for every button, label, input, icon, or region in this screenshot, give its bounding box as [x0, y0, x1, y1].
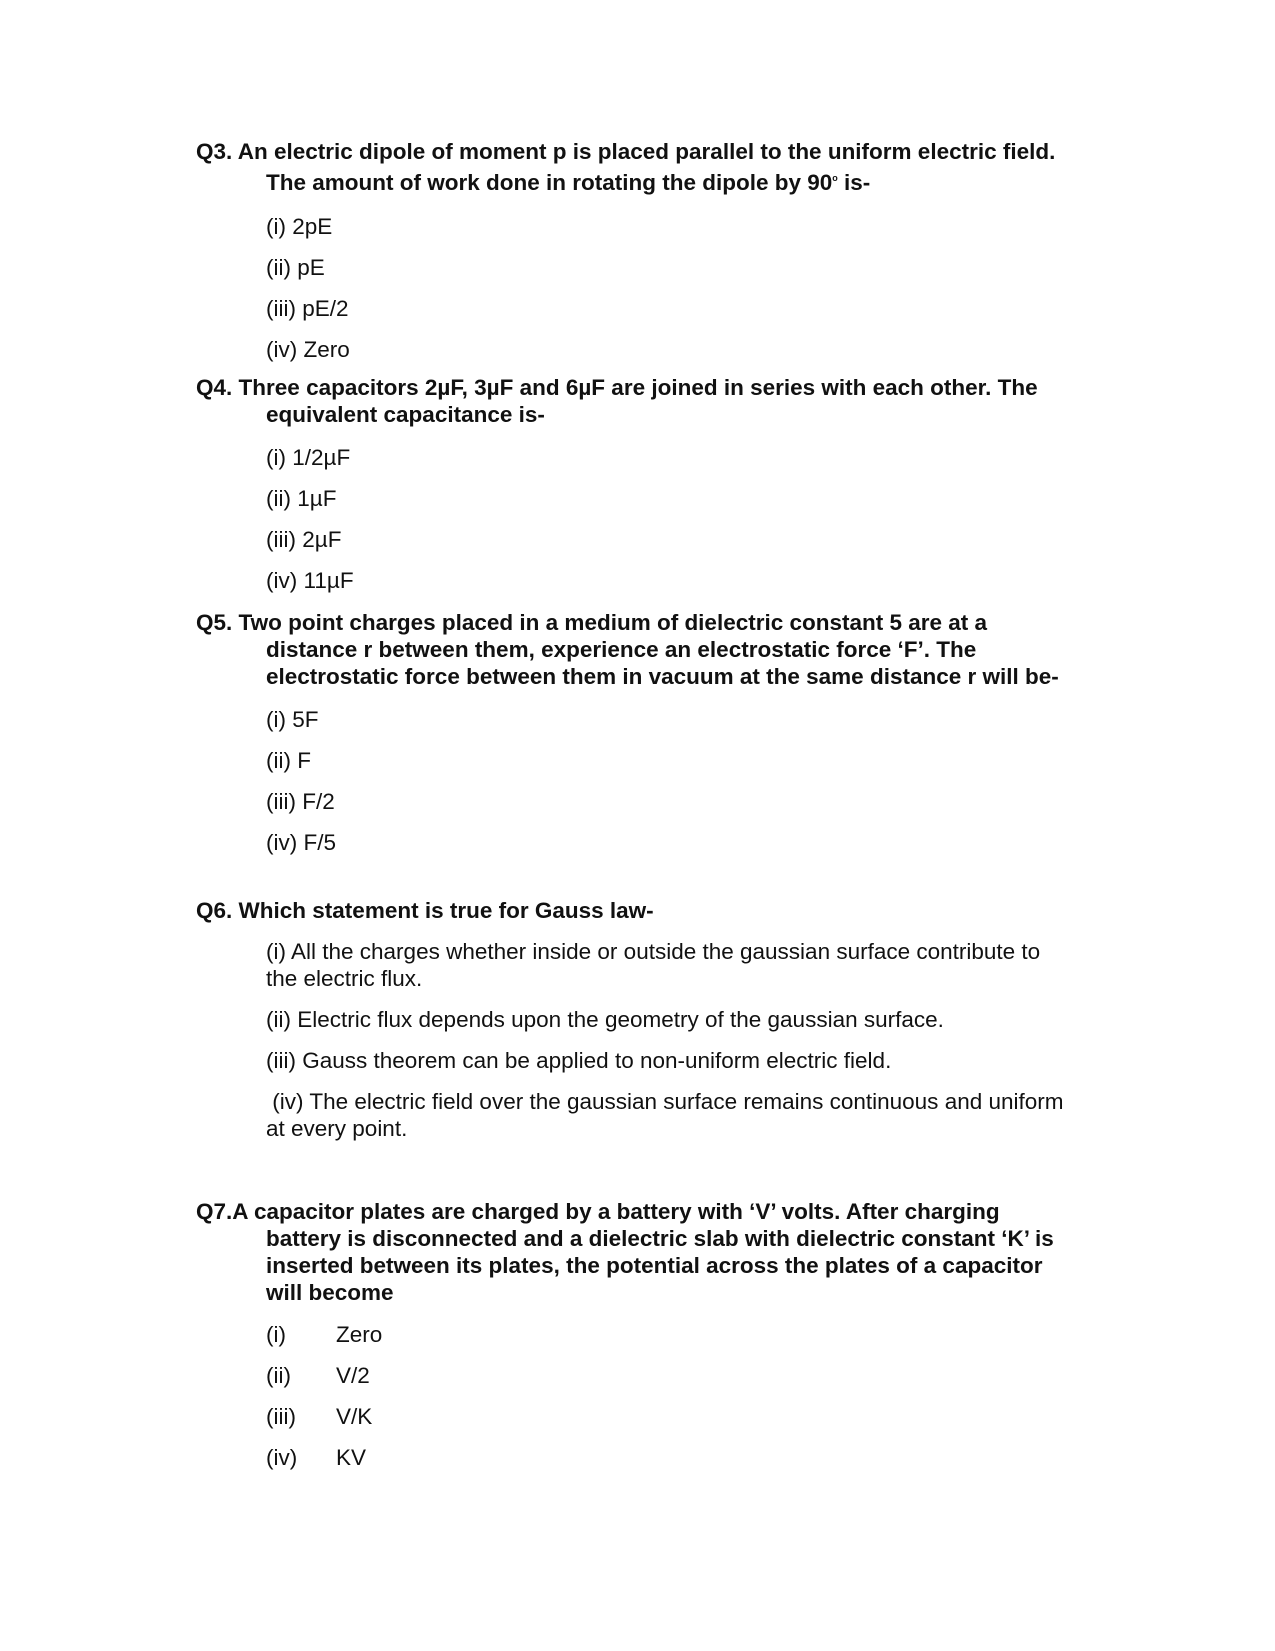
option-text: pE/2: [302, 296, 349, 321]
option-text: V/2: [336, 1363, 370, 1388]
option-number: (iii): [266, 296, 296, 321]
option-text: 5F: [292, 707, 319, 732]
question-stem: [196, 138, 1076, 196]
option-list: [196, 706, 1076, 856]
option-item: [266, 567, 1076, 594]
option-number: (i): [266, 939, 286, 964]
option-number: (ii): [266, 1363, 291, 1388]
option-text: All the charges whether inside or outside the gaussian surface contribute to the electric flux.: [266, 939, 1041, 991]
question-6: [196, 897, 1076, 1142]
option-text: Gauss theorem can be applied to non-uniform electric field.: [302, 1048, 892, 1073]
option-number: (i): [266, 1322, 286, 1347]
question-number: Q7.: [196, 1199, 233, 1224]
question-text: A capacitor plates are charged by a battery with ‘V’ volts. After charging battery is disconnected and a dielectric slab with dielectric constant ‘K’ is inserted between its plates, the potential across the plates of a capacitor will become: [232, 1199, 1054, 1305]
option-item: [266, 1047, 1076, 1074]
question-text: An electric dipole of moment p is placed parallel to the uniform electric field. The amount of work done in rotating the dipole by 90: [237, 139, 1056, 195]
option-list: [196, 938, 1076, 1142]
option-item: [266, 1088, 1076, 1142]
option-number: (iv): [266, 830, 298, 855]
option-text: Electric flux depends upon the geometry of the gaussian surface.: [297, 1007, 944, 1032]
question-stem: [196, 374, 1076, 428]
option-number: (i): [266, 707, 286, 732]
option-item: [266, 788, 1076, 815]
question-5: [196, 609, 1076, 856]
option-item: [266, 336, 1076, 363]
option-list: [196, 213, 1076, 363]
option-text: 1/2µF: [292, 445, 351, 470]
option-text: 2pE: [292, 214, 333, 239]
option-text: pE: [297, 255, 325, 280]
option-text: 2µF: [302, 527, 342, 552]
option-number: (iii): [266, 789, 296, 814]
question-text: Two point charges placed in a medium of dielectric constant 5 are at a distance r between them, experience an electrostatic force ‘F’. The electrostatic force between them in vacuum at the same distance r will be-: [238, 610, 1059, 689]
option-text: V/K: [336, 1404, 373, 1429]
option-number: (iii): [266, 1404, 296, 1429]
question-3: [196, 138, 1076, 363]
option-text: The electric field over the gaussian surface remains continuous and uniform at every point.: [266, 1089, 1064, 1141]
question-7: [196, 1198, 1076, 1471]
option-number: (ii): [266, 486, 291, 511]
option-item: [266, 829, 1076, 856]
option-number: (i): [266, 214, 286, 239]
option-text: KV: [336, 1445, 367, 1470]
option-text: 1µF: [297, 486, 337, 511]
option-item: [266, 213, 1076, 240]
option-item: [266, 254, 1076, 281]
option-list: [196, 444, 1076, 594]
option-item: [266, 485, 1076, 512]
option-number: (iv): [266, 337, 298, 362]
option-number: (iv): [266, 568, 298, 593]
option-number: (ii): [266, 748, 291, 773]
option-item: [266, 295, 1076, 322]
option-text: Zero: [336, 1322, 383, 1347]
option-number: (i): [266, 445, 286, 470]
option-number: (ii): [266, 1007, 291, 1032]
option-item: [266, 1444, 1076, 1471]
option-text: F/5: [303, 830, 337, 855]
question-text: Three capacitors 2µF, 3µF and 6µF are joined in series with each other. The equivalent capacitance is-: [238, 375, 1038, 427]
option-number: (ii): [266, 255, 291, 280]
option-item: [266, 1006, 1076, 1033]
question-number: Q4.: [196, 375, 233, 400]
option-item: [266, 1362, 1076, 1389]
option-text: 11µF: [303, 568, 354, 593]
option-text: Zero: [303, 337, 350, 362]
option-item: [266, 706, 1076, 733]
degree-superscript: o: [832, 173, 838, 183]
option-item: [266, 1403, 1076, 1430]
question-number: Q3.: [196, 139, 233, 164]
option-item: [266, 444, 1076, 471]
option-item: [266, 1321, 1076, 1348]
question-number: Q6.: [196, 898, 233, 923]
question-text: Which statement is true for Gauss law-: [238, 898, 654, 923]
option-item: [266, 938, 1076, 992]
option-item: [266, 526, 1076, 553]
option-text: F: [297, 748, 311, 773]
question-stem: [196, 609, 1076, 690]
option-list: [196, 1321, 1076, 1471]
question-number: Q5.: [196, 610, 233, 635]
question-stem: [196, 897, 1076, 924]
option-number: (iv): [266, 1445, 298, 1470]
option-number: (iii): [266, 527, 296, 552]
option-item: [266, 747, 1076, 774]
question-4: [196, 374, 1076, 594]
question-text-end: is-: [837, 170, 871, 195]
option-text: F/2: [302, 789, 335, 814]
question-stem: [196, 1198, 1076, 1306]
option-number: (iii): [266, 1048, 296, 1073]
option-number: (iv): [272, 1089, 304, 1114]
